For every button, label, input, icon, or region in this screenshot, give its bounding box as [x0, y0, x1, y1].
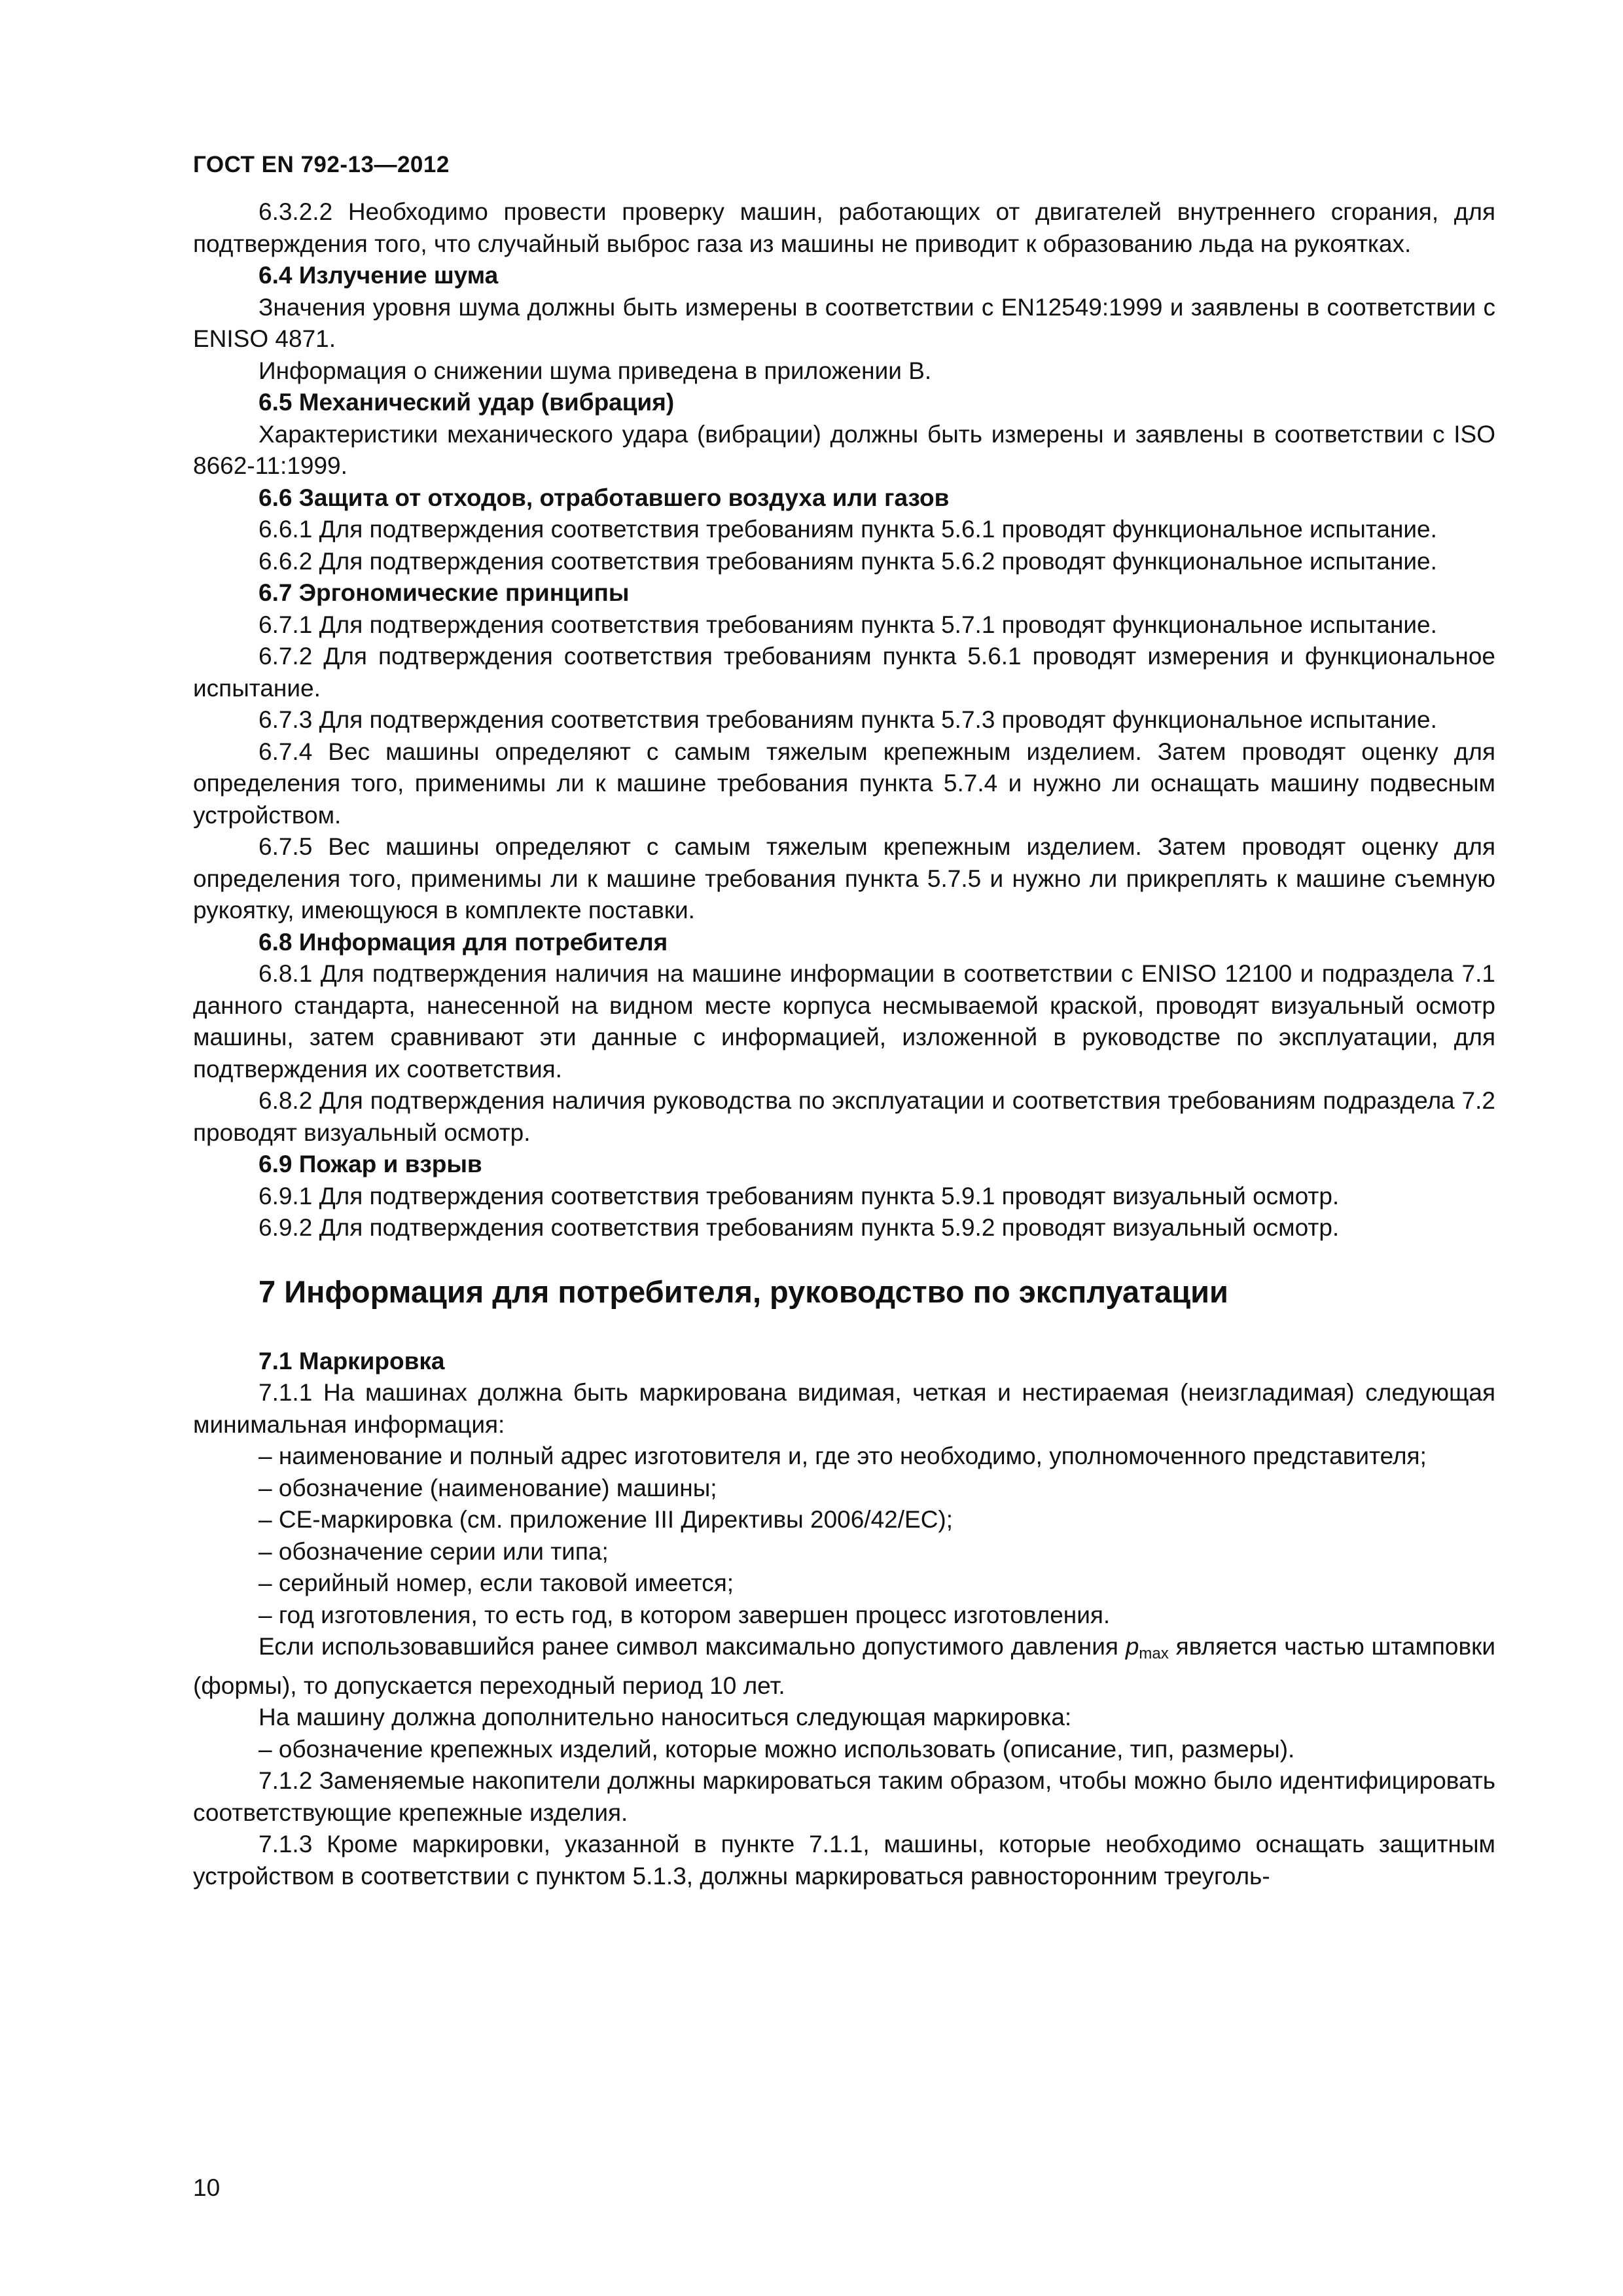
paragraph-6-9-2: 6.9.2 Для подтверждения соответствия требованиям пункта 5.9.2 проводят визуальный осмотр. — [259, 1214, 1340, 1241]
subheading-7-1: 7.1 Маркировка — [259, 1347, 445, 1374]
paragraph-6-7-2: 6.7.2 Для подтверждения соответствия требованиям пункта 5.6.1 проводят измерения и функциональное испытание. — [193, 643, 1495, 702]
list-item: – обозначение серии или типа; — [259, 1537, 609, 1565]
subheading-6-6: 6.6 Защита от отходов, отработавшего воздуха или газов — [259, 484, 950, 511]
paragraph-6-6-1: 6.6.1 Для подтверждения соответствия требованиям пункта 5.6.1 проводят функциональное испытание. — [259, 516, 1437, 543]
paragraph-6-7-1: 6.7.1 Для подтверждения соответствия требованиям пункта 5.7.1 проводят функциональное испытание. — [259, 611, 1437, 638]
document-header: ГОСТ EN 792-13—2012 — [193, 152, 450, 177]
subheading-6-5: 6.5 Механический удар (вибрация) — [259, 389, 675, 416]
subheading-6-7: 6.7 Эргономические принципы — [259, 579, 630, 606]
paragraph-additional-marking: На машину должна дополнительно наноситься следующая маркировка: — [259, 1704, 1072, 1731]
pmax-text-after: является частью штамповки (формы), то допускается переходный период 10 лет. — [193, 1633, 1496, 1699]
paragraph-7-1-2: 7.1.2 Заменяемые накопители должны маркироваться таким образом, чтобы можно было идентифицировать соответствующие крепежные изделия. — [193, 1767, 1495, 1826]
paragraph-pmax — [193, 1631, 1495, 1702]
paragraph-7-1-3: 7.1.3 Кроме маркировки, указанной в пункте 7.1.1, машины, которые необходимо оснащать защитным устройством в соответствии с пунктом 5.1.3, должны маркироваться равносторонним треуголь- — [193, 1831, 1495, 1890]
paragraph-6-6-2: 6.6.2 Для подтверждения соответствия требованиям пункта 5.6.2 проводят функциональное испытание. — [259, 547, 1437, 575]
pmax-subscript: max — [1139, 1645, 1169, 1662]
subheading-6-9: 6.9 Пожар и взрыв — [259, 1151, 482, 1177]
list-item: – СЕ-маркировка (см. приложение III Директивы 2006/42/ЕС); — [259, 1506, 954, 1533]
subheading-6-4: 6.4 Излучение шума — [259, 262, 499, 289]
paragraph-6-7-4: 6.7.4 Вес машины определяют с самым тяжелым крепежным изделием. Затем проводят оценку для определения того, применимы ли к машине требования пункта 5.7.4 и нужно ли оснащать машину подвесным устройством. — [193, 738, 1495, 829]
document-body — [193, 196, 1495, 1892]
pmax-symbol: p — [1125, 1633, 1139, 1660]
paragraph-6-7-5: 6.7.5 Вес машины определяют с самым тяжелым крепежным изделием. Затем проводят оценку для определения того, применимы ли к машине требования пункта 5.7.5 и нужно ли прикреплять к машине съемную рукоятку, имеющуюся в комплекте поставки. — [193, 833, 1495, 924]
paragraph-6-4-a: Значения уровня шума должны быть измерены в соответствии с EN12549:1999 и заявлены в соответствии с ENISO 4871. — [193, 293, 1495, 352]
paragraph-6-3-2-2: 6.3.2.2 Необходимо провести проверку машин, работающих от двигателей внутреннего сгорания, для подтверждения того, что случайный выброс газа из машины не приводит к образованию льда на рукоятках. — [193, 198, 1495, 257]
paragraph-6-7-3: 6.7.3 Для подтверждения соответствия требованиям пункта 5.7.3 проводят функциональное испытание. — [259, 706, 1437, 733]
paragraph-6-8-2: 6.8.2 Для подтверждения наличия руководства по эксплуатации и соответствия требованиям подраздела 7.2 проводят визуальный осмотр. — [193, 1087, 1495, 1146]
page-number: 10 — [193, 2174, 221, 2201]
paragraph-6-8-1: 6.8.1 Для подтверждения наличия на машине информации в соответствии с ENISO 12100 и подраздела 7.1 данного стандарта, нанесенной на видном месте корпуса несмываемой краской, проводят визуальный осмотр машины, затем сравнивают эти данные с информацией, изложенной в руководстве по эксплуатации, для подтверждения их соответствия. — [193, 960, 1495, 1083]
pmax-text-before: Если использовавшийся ранее символ максимально допустимого давления — [259, 1633, 1126, 1660]
paragraph-6-5: Характеристики механического удара (вибрации) должны быть измерены и заявлены в соответствии с ISO 8662-11:1999. — [193, 420, 1495, 479]
list-item: – год изготовления, то есть год, в котором завершен процесс изготовления. — [259, 1601, 1111, 1628]
paragraph-7-1-1: 7.1.1 На машинах должна быть маркирована видимая, четкая и нестираемая (неизгладимая) следующая минимальная информация: — [193, 1379, 1495, 1438]
list-item: – обозначение крепежных изделий, которые можно использовать (описание, тип, размеры). — [259, 1735, 1295, 1763]
list-item: – серийный номер, если таковой имеется; — [259, 1570, 734, 1596]
list-item: – наименование и полный адрес изготовителя и, где это необходимо, уполномоченного представителя; — [259, 1443, 1427, 1469]
subheading-6-8: 6.8 Информация для потребителя — [259, 928, 668, 956]
list-item: – обозначение (наименование) машины; — [259, 1474, 717, 1501]
paragraph-6-9-1: 6.9.1 Для подтверждения соответствия требованиям пункта 5.9.1 проводят визуальный осмотр. — [259, 1182, 1340, 1210]
paragraph-6-4-b: Информация о снижении шума приведена в приложении В. — [259, 357, 932, 384]
section-heading-7: 7 Информация для потребителя, руководство по эксплуатации — [259, 1274, 1228, 1309]
